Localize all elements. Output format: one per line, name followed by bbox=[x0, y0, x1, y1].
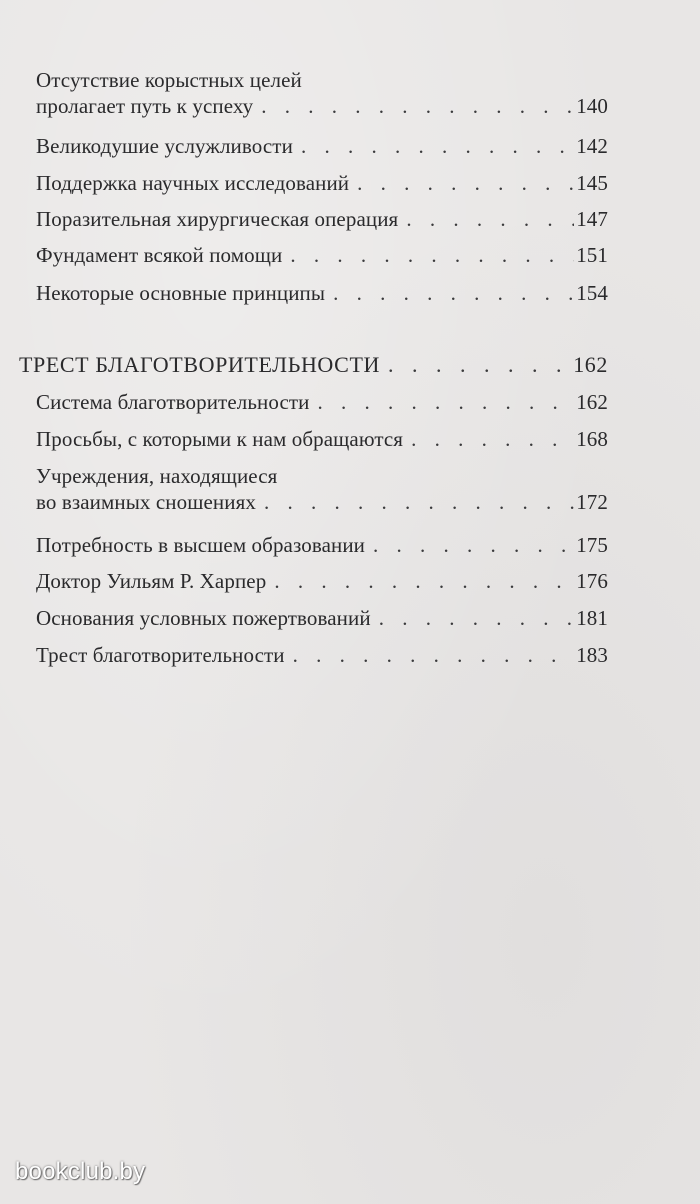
dot-leader bbox=[290, 242, 574, 268]
dot-leader bbox=[318, 389, 575, 415]
toc-entry-page: 172 bbox=[576, 490, 608, 514]
toc-entry-row bbox=[36, 489, 608, 515]
toc-entry bbox=[36, 463, 608, 515]
toc-section-heading bbox=[19, 352, 608, 378]
toc-entry-title: Фундамент всякой помощи bbox=[36, 243, 283, 267]
dot-leader bbox=[406, 206, 574, 232]
toc-entry-page: 176 bbox=[576, 569, 608, 593]
toc-entry-row bbox=[36, 170, 608, 196]
dot-leader bbox=[411, 426, 574, 452]
toc-entry-page: 151 bbox=[576, 243, 608, 267]
toc-entry bbox=[36, 133, 608, 159]
toc-entry-row bbox=[36, 206, 608, 232]
toc-entry-title: Трест благотворительности bbox=[36, 643, 285, 667]
toc-entry bbox=[36, 280, 608, 306]
toc-entry-page: 175 bbox=[576, 533, 608, 557]
toc-entry bbox=[36, 242, 608, 268]
toc-entry-title: Доктор Уильям Р. Харпер bbox=[36, 569, 267, 593]
dot-leader bbox=[373, 532, 574, 558]
toc-entry-row bbox=[36, 426, 608, 452]
toc-entry-title: Великодушие услужливости bbox=[36, 134, 293, 158]
toc-entry-page: 147 bbox=[576, 207, 608, 231]
toc-entry bbox=[36, 67, 608, 119]
toc-entry-row bbox=[36, 242, 608, 268]
toc-entry bbox=[36, 389, 608, 415]
toc-entry-page: 181 bbox=[576, 606, 608, 630]
dot-leader bbox=[293, 642, 575, 668]
toc-entry-title: пролагает путь к успеху bbox=[36, 94, 254, 118]
toc-entry-title: Некоторые основные принципы bbox=[36, 281, 326, 305]
toc-entry-page: 183 bbox=[576, 643, 608, 667]
toc-entry-page: 154 bbox=[576, 281, 608, 305]
dot-leader bbox=[274, 568, 574, 594]
toc-entry bbox=[36, 532, 608, 558]
toc-entry bbox=[36, 605, 608, 631]
dot-leader bbox=[261, 93, 574, 119]
toc-entry bbox=[36, 426, 608, 452]
toc-entry bbox=[36, 206, 608, 232]
toc-entry-title-line1: Отсутствие корыстных целей bbox=[36, 68, 302, 92]
dot-leader bbox=[301, 133, 574, 159]
toc-entry-title: Основания условных пожертвований bbox=[36, 606, 371, 630]
toc-section-title: ТРЕСТ БЛАГОТВОРИТЕЛЬНОСТИ bbox=[19, 352, 380, 377]
toc-entry bbox=[36, 642, 608, 668]
toc-entry-row bbox=[36, 568, 608, 594]
toc-entry-title: во взаимных сношениях bbox=[36, 490, 256, 514]
toc-entry-title: Потребность в высшем образовании bbox=[36, 533, 366, 557]
dot-leader bbox=[264, 489, 574, 515]
toc-entry-row bbox=[36, 389, 608, 415]
dot-leader bbox=[357, 170, 574, 196]
toc-entry-page: 142 bbox=[576, 134, 608, 158]
toc-entry-row bbox=[36, 642, 608, 668]
toc-entry-row bbox=[36, 532, 608, 558]
toc-entry-row bbox=[36, 93, 608, 119]
toc-entry-page: 168 bbox=[576, 427, 608, 451]
toc-entry-row bbox=[36, 133, 608, 159]
toc-entry-title: Поразительная хирургическая операция bbox=[36, 207, 399, 231]
toc-entry-title-line1: Учреждения, находящиеся bbox=[36, 464, 278, 488]
dot-leader bbox=[388, 352, 571, 378]
toc-entry-row bbox=[36, 280, 608, 306]
toc-entry-title: Просьбы, с которыми к нам обращаются bbox=[36, 427, 404, 451]
toc-entry-row bbox=[36, 605, 608, 631]
toc-entry bbox=[36, 568, 608, 594]
toc-section-row bbox=[19, 352, 608, 378]
toc-entry-page: 162 bbox=[576, 390, 608, 414]
watermark: bookclub.by bbox=[15, 1158, 146, 1185]
toc-entry-page: 145 bbox=[576, 171, 608, 195]
dot-leader bbox=[333, 280, 574, 306]
toc-entry bbox=[36, 170, 608, 196]
toc-entry-title: Поддержка научных исследований bbox=[36, 171, 350, 195]
toc-section-page: 162 bbox=[573, 352, 608, 377]
toc-entry-page: 140 bbox=[576, 94, 608, 118]
toc-entry-title: Система благотворительности bbox=[36, 390, 310, 414]
dot-leader bbox=[379, 605, 574, 631]
